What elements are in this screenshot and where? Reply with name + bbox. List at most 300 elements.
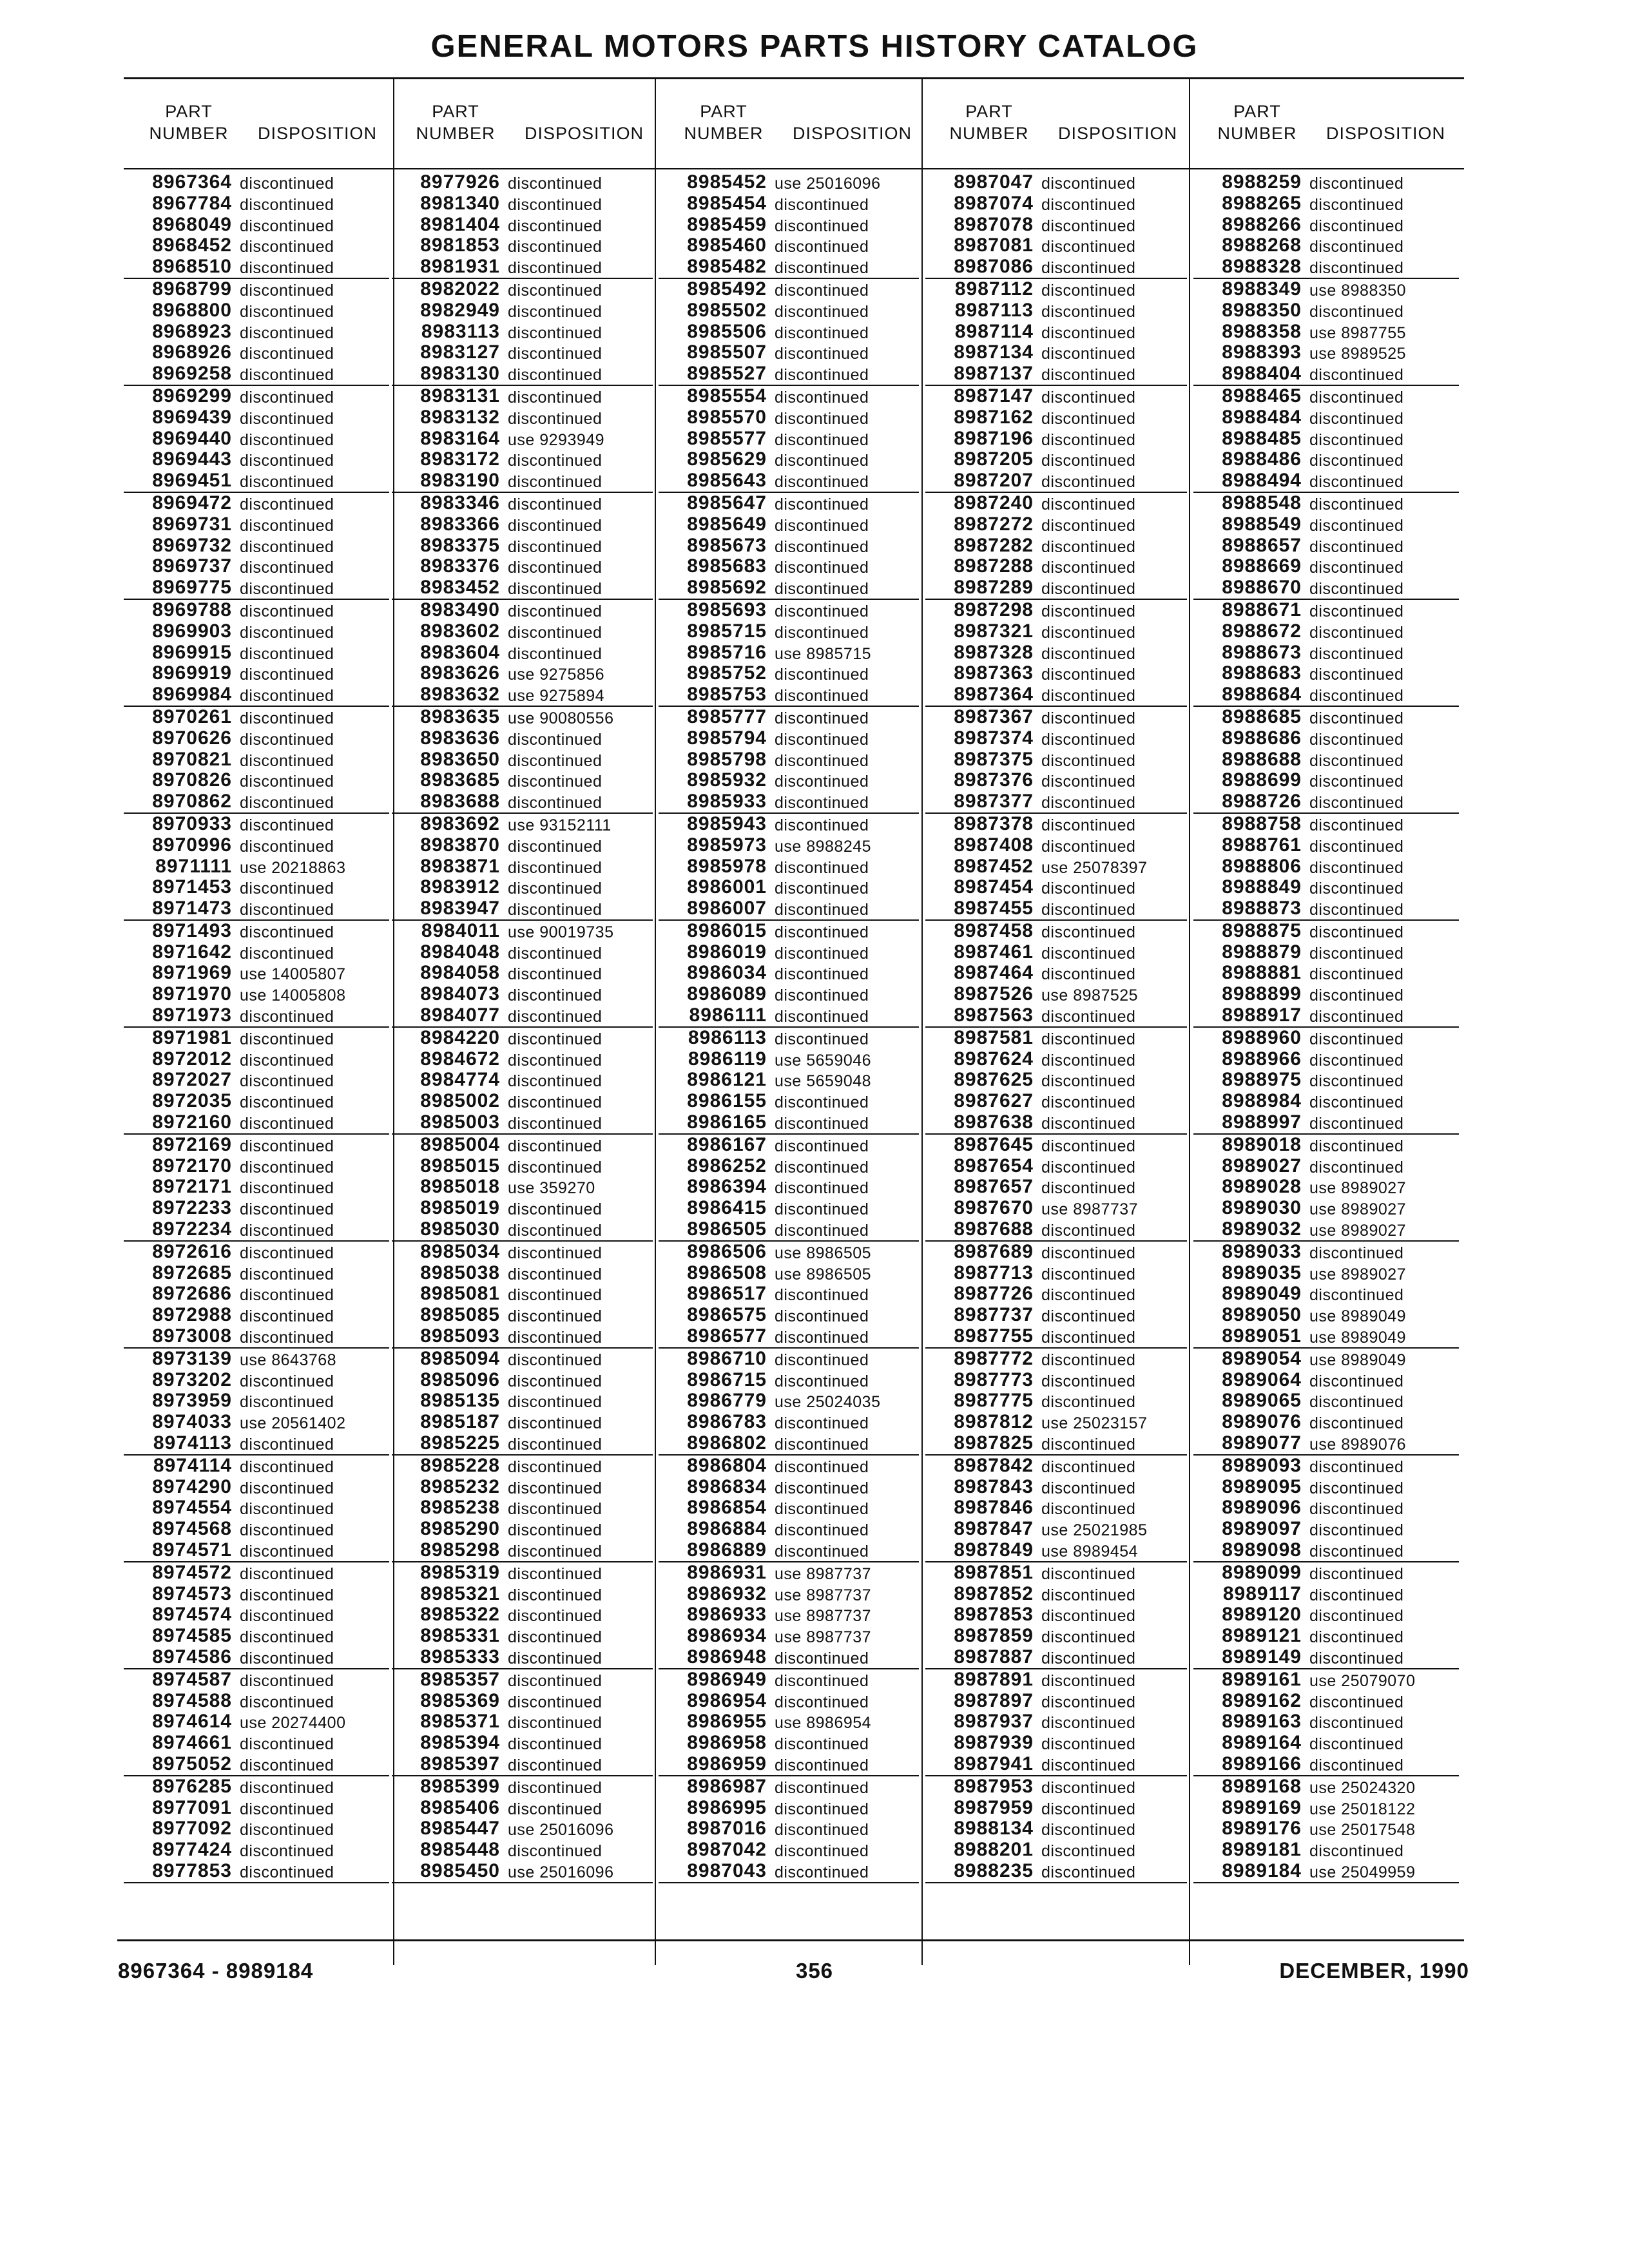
part-number: 8986167 [687,1133,767,1155]
table-row [1193,856,1459,878]
part-number: 8986783 [687,1411,767,1433]
table-row [392,921,653,942]
table-row [392,1626,653,1647]
part-number: 8970261 [152,706,232,727]
table-row [925,535,1187,557]
disposition: discontinued [240,837,334,856]
table-row [925,600,1187,621]
table-row [925,1091,1187,1112]
part-number: 8985978 [687,855,767,877]
disposition: discontinued [1041,473,1136,492]
disposition: discontinued [240,1607,334,1626]
disposition: discontinued [240,1222,334,1240]
part-number: 8985452 [687,171,767,193]
table-row [1193,1349,1459,1370]
part-number: 8969775 [152,577,232,599]
disposition: discontinued [508,965,602,984]
disposition: discontinued [1041,1179,1136,1198]
part-number: 8988875 [1222,919,1302,941]
disposition: discontinued [240,516,334,535]
table-row [1193,1326,1459,1349]
disposition: discontinued [775,1008,869,1026]
number-label: NUMBER [949,124,1029,143]
disposition: discontinued [508,1093,602,1112]
part-number: 8986834 [687,1475,767,1497]
table-row [392,577,653,600]
part-number: 8970626 [152,727,232,749]
part-number: 8983650 [420,748,500,770]
part-number: 8973139 [152,1347,232,1369]
disposition: discontinued [1041,195,1136,214]
disposition: discontinued [1309,794,1404,812]
disposition: discontinued [240,1179,334,1198]
part-number: 8987772 [954,1347,1034,1369]
disposition: discontinued [508,1200,602,1219]
disposition: discontinued [1041,1051,1136,1070]
disposition: discontinued [1309,1244,1404,1262]
disposition: discontinued [508,1607,602,1626]
disposition: discontinued [1309,837,1404,856]
table-row [925,193,1187,215]
disposition: discontinued [775,1115,869,1133]
disposition: discontinued [775,238,869,256]
top-rule [124,77,1464,79]
table-row [925,642,1187,664]
part-number: 8985225 [420,1432,500,1454]
table-row [1193,235,1459,256]
part-number: 8986113 [688,1026,767,1048]
table-row [392,898,653,921]
part-number: 8971981 [152,1026,232,1048]
table-row [659,235,919,256]
disposition: discontinued [1041,623,1136,642]
part-number: 8987843 [954,1475,1034,1497]
disposition: discontinued [775,345,869,363]
part-number: 8984672 [420,1048,500,1070]
disposition: discontinued [1041,644,1136,663]
table-row [124,877,389,898]
disposition: discontinued [1041,175,1136,193]
table-row [392,1412,653,1433]
table-row [124,814,389,835]
table-row [392,963,653,984]
table-row [1193,1584,1459,1605]
part-number: 8988758 [1222,812,1302,834]
disposition: discontinued [240,1093,334,1112]
table-row [1193,707,1459,728]
part-number: 8987941 [954,1753,1034,1774]
table-row [124,1219,389,1242]
table-row [925,428,1187,450]
part-number: 8984774 [420,1069,500,1091]
part-number: 8970996 [152,834,232,856]
part-number: 8985752 [687,662,767,684]
table-row [392,1370,653,1391]
disposition: discontinued [1041,1586,1136,1604]
part-number: 8988328 [1222,256,1302,278]
part-number: 8973959 [152,1390,232,1412]
disposition: discontinued [508,195,602,214]
table-row [659,577,919,600]
table-row [925,1135,1187,1156]
part-number: 8989120 [1222,1604,1302,1626]
disposition: discontinued [1041,1244,1136,1262]
part-number: 8987408 [954,834,1034,856]
parts-column-4 [925,172,1187,1883]
table-row [392,1818,653,1840]
part-number: 8988873 [1222,898,1302,919]
disposition: discontinued [240,1671,334,1690]
table-row [124,342,389,363]
part-number: 8984077 [420,1004,500,1026]
part-number: 8983602 [420,620,500,642]
part-number: 8988266 [1222,213,1302,235]
part-number: 8988917 [1222,1004,1302,1026]
table-row [659,1477,919,1498]
part-number: 8987847 [954,1518,1034,1540]
part-number: 8985357 [420,1668,500,1690]
disposition: discontinued [508,1842,602,1861]
part-number: 8977853 [152,1860,232,1881]
disposition: use 8987755 [1309,323,1407,342]
table-row [659,898,919,921]
disposition: discontinued [1309,430,1404,449]
part-number: 8988685 [1222,706,1302,727]
part-number: 8970821 [152,748,232,770]
table-row [659,1390,919,1412]
part-number: 8987775 [954,1390,1034,1412]
table-row [1193,342,1459,363]
disposition: discontinued [775,986,869,1005]
part-number: 8989097 [1222,1518,1302,1540]
part-number: 8984048 [420,941,500,963]
part-number: 8983685 [420,769,500,791]
table-row [659,470,919,493]
part-number: 8987688 [954,1218,1034,1240]
part-number: 8987852 [954,1582,1034,1604]
part-number: 8988350 [1222,299,1302,321]
part-number: 8986958 [687,1732,767,1754]
disposition: discontinued [1041,1735,1136,1754]
table-row [124,1669,389,1691]
part-number: 8985492 [687,278,767,300]
disposition: discontinued [775,1222,869,1240]
part-number: 8986948 [687,1646,767,1667]
table-row [925,1370,1187,1391]
table-row [925,256,1187,279]
disposition: use 8986505 [775,1265,872,1283]
disposition: discontinued [1041,1863,1136,1881]
table-row [925,877,1187,898]
part-number: 8985081 [420,1283,500,1305]
part-number: 8988235 [954,1860,1034,1881]
disposition: discontinued [508,1115,602,1133]
table-row [1193,791,1459,814]
disposition: discontinued [240,537,334,556]
disposition: discontinued [240,1051,334,1070]
disposition: discontinued [240,1307,334,1326]
disposition: discontinued [775,858,869,877]
part-number: 8974574 [152,1604,232,1626]
part-number: 8985331 [420,1625,500,1647]
disposition: discontinued [1309,1093,1404,1112]
disposition: discontinued [240,1756,334,1774]
part-number: 8986577 [687,1325,767,1347]
part-number: 8987147 [954,385,1034,407]
part-number: 8985298 [420,1539,500,1561]
part-number: 8983130 [420,363,500,385]
part-number: 8987113 [954,299,1034,321]
part-number: 8983912 [420,876,500,898]
disposition: discontinued [1041,366,1136,385]
table-row [124,193,389,215]
part-number: 8987047 [954,171,1034,193]
table-row [392,877,653,898]
table-row [124,942,389,963]
part-number: 8986508 [687,1262,767,1283]
disposition: discontinued [1309,302,1404,321]
table-row [1193,256,1459,279]
disposition: discontinued [775,1179,869,1198]
disposition: discontinued [1309,923,1404,941]
part-number: 8985570 [687,406,767,428]
disposition: discontinued [1309,965,1404,984]
disposition: discontinued [1041,730,1136,749]
table-row [1193,600,1459,621]
table-row [925,1798,1187,1819]
part-number: 8989054 [1222,1347,1302,1369]
disposition: discontinued [1309,1628,1404,1647]
disposition: discontinued [508,944,602,963]
number-label: NUMBER [684,124,764,143]
disposition: discontinued [1309,1051,1404,1070]
part-number: 8985238 [420,1497,500,1519]
table-row [659,1798,919,1819]
part-number: 8972169 [152,1133,232,1155]
table-row [659,707,919,728]
table-row [124,1519,389,1540]
table-row [392,642,653,664]
table-row [925,1283,1187,1305]
disposition: discontinued [240,452,334,470]
table-row [1193,215,1459,236]
disposition: discontinued [240,687,334,706]
table-row [659,1456,919,1477]
table-row [124,1412,389,1433]
disposition: discontinued [240,281,334,300]
table-row [392,256,653,279]
table-row [1193,1519,1459,1540]
table-row [124,963,389,984]
part-number: 8987891 [954,1668,1034,1690]
bottom-rule [117,1939,1464,1941]
disposition: discontinued [508,730,602,749]
table-row [124,1112,389,1135]
part-number: 8987114 [954,320,1034,342]
part-number: 8989033 [1222,1240,1302,1262]
table-row [925,728,1187,749]
part-number: 8987458 [954,919,1034,941]
table-row [925,963,1187,984]
part-label: PART [432,102,479,121]
disposition: discontinued [775,495,869,514]
part-number: 8972233 [152,1197,232,1219]
table-row [124,577,389,600]
part-number: 8970826 [152,769,232,791]
part-number: 8985085 [420,1304,500,1326]
table-row [1193,1091,1459,1112]
table-row [1193,1112,1459,1135]
disposition: discontinued [775,1521,869,1540]
table-row [124,428,389,450]
part-number: 8985394 [420,1732,500,1754]
disposition: discontinued [508,559,602,577]
table-row [1193,749,1459,771]
part-number: 8987464 [954,962,1034,984]
table-row [392,600,653,621]
table-row [925,770,1187,791]
table-row [925,663,1187,684]
disposition: discontinued [240,879,334,898]
disposition: discontinued [1041,1649,1136,1667]
table-row [659,663,919,684]
part-number: 8971969 [152,962,232,984]
part-number: 8970933 [152,812,232,834]
part-number: 8989064 [1222,1369,1302,1390]
disposition: discontinued [508,1457,602,1476]
table-row [124,1540,389,1562]
table-row [392,386,653,407]
table-row [1193,556,1459,577]
disposition: discontinued [1309,687,1404,706]
table-row [925,1412,1187,1433]
table-row [1193,1604,1459,1626]
table-row [392,1263,653,1284]
table-row [659,1711,919,1733]
table-row [925,1049,1187,1070]
disposition: use 90080556 [508,709,614,727]
table-row [925,898,1187,921]
part-number: 8987726 [954,1283,1034,1305]
table-row [392,1198,653,1219]
part-number: 8988657 [1222,534,1302,556]
part-number: 8988484 [1222,406,1302,428]
table-row [392,1754,653,1776]
table-row [1193,322,1459,343]
part-number: 8988349 [1222,278,1302,300]
table-row [124,1733,389,1754]
table-row [392,322,653,343]
table-row [1193,877,1459,898]
disposition: discontinued [1041,837,1136,856]
part-number: 8971642 [152,941,232,963]
disposition: discontinued [775,1436,869,1454]
disposition: use 25016096 [775,175,881,193]
disposition: discontinued [775,473,869,492]
disposition: discontinued [1309,1735,1404,1754]
part-number: 8983190 [420,470,500,492]
table-row [1193,1028,1459,1049]
disposition: discontinued [1041,1821,1136,1840]
disposition: discontinued [1041,430,1136,449]
part-number: 8987374 [954,727,1034,749]
disposition: use 8989027 [1309,1222,1407,1240]
part-number: 8987713 [954,1262,1034,1283]
table-row [659,814,919,835]
table-row [925,1669,1187,1691]
column-divider [921,77,923,1965]
table-row [925,215,1187,236]
disposition: discontinued [1309,366,1404,385]
part-number: 8974114 [153,1454,232,1476]
part-number: 8983947 [420,898,500,919]
table-row [1193,363,1459,386]
table-row [1193,1156,1459,1177]
disposition: use 25016096 [508,1863,614,1881]
part-number: 8988549 [1222,513,1302,535]
disposition: use 8989027 [1309,1200,1407,1219]
header-rule [124,168,1464,169]
part-number: 8983632 [420,684,500,706]
table-row [925,1028,1187,1049]
disposition: discontinued [775,323,869,342]
part-number: 8983376 [420,555,500,577]
part-number: 8974587 [152,1668,232,1690]
part-number: 8987363 [954,662,1034,684]
disposition: discontinued [240,259,334,278]
table-row [925,1326,1187,1349]
part-number: 8983375 [420,534,500,556]
disposition: discontinued [240,345,334,363]
part-number: 8985683 [687,555,767,577]
disposition: discontinued [1041,923,1136,941]
disposition: discontinued [508,175,602,193]
part-number: 8989027 [1222,1155,1302,1177]
table-row [659,300,919,322]
part-number: 8987196 [954,427,1034,449]
table-row [925,1519,1187,1540]
table-row [659,514,919,535]
table-row [659,1497,919,1519]
part-number: 8983692 [420,812,500,834]
table-row [1193,1070,1459,1091]
table-row [925,1626,1187,1647]
disposition: discontinued [1041,1307,1136,1326]
table-row [659,407,919,428]
disposition: discontinued [775,452,869,470]
disposition: discontinued [508,1756,602,1774]
disposition: use 20218863 [240,858,346,877]
part-number: 8988465 [1222,385,1302,407]
part-number: 8985649 [687,513,767,535]
part-number: 8982022 [420,278,500,300]
disposition: discontinued [240,644,334,663]
disposition: discontinued [240,1137,334,1155]
disposition: discontinued [1041,602,1136,620]
disposition: discontinued [775,773,869,791]
disposition: discontinued [1041,1093,1136,1112]
table-row [1193,514,1459,535]
disposition: discontinued [240,473,334,492]
part-number: 8986933 [687,1604,767,1626]
part-number: 8969451 [152,470,232,492]
table-row [124,663,389,684]
table-row [659,1626,919,1647]
disposition: discontinued [508,345,602,363]
disposition: use 9275856 [508,666,605,684]
disposition: discontinued [775,666,869,684]
disposition: discontinued [1041,495,1136,514]
